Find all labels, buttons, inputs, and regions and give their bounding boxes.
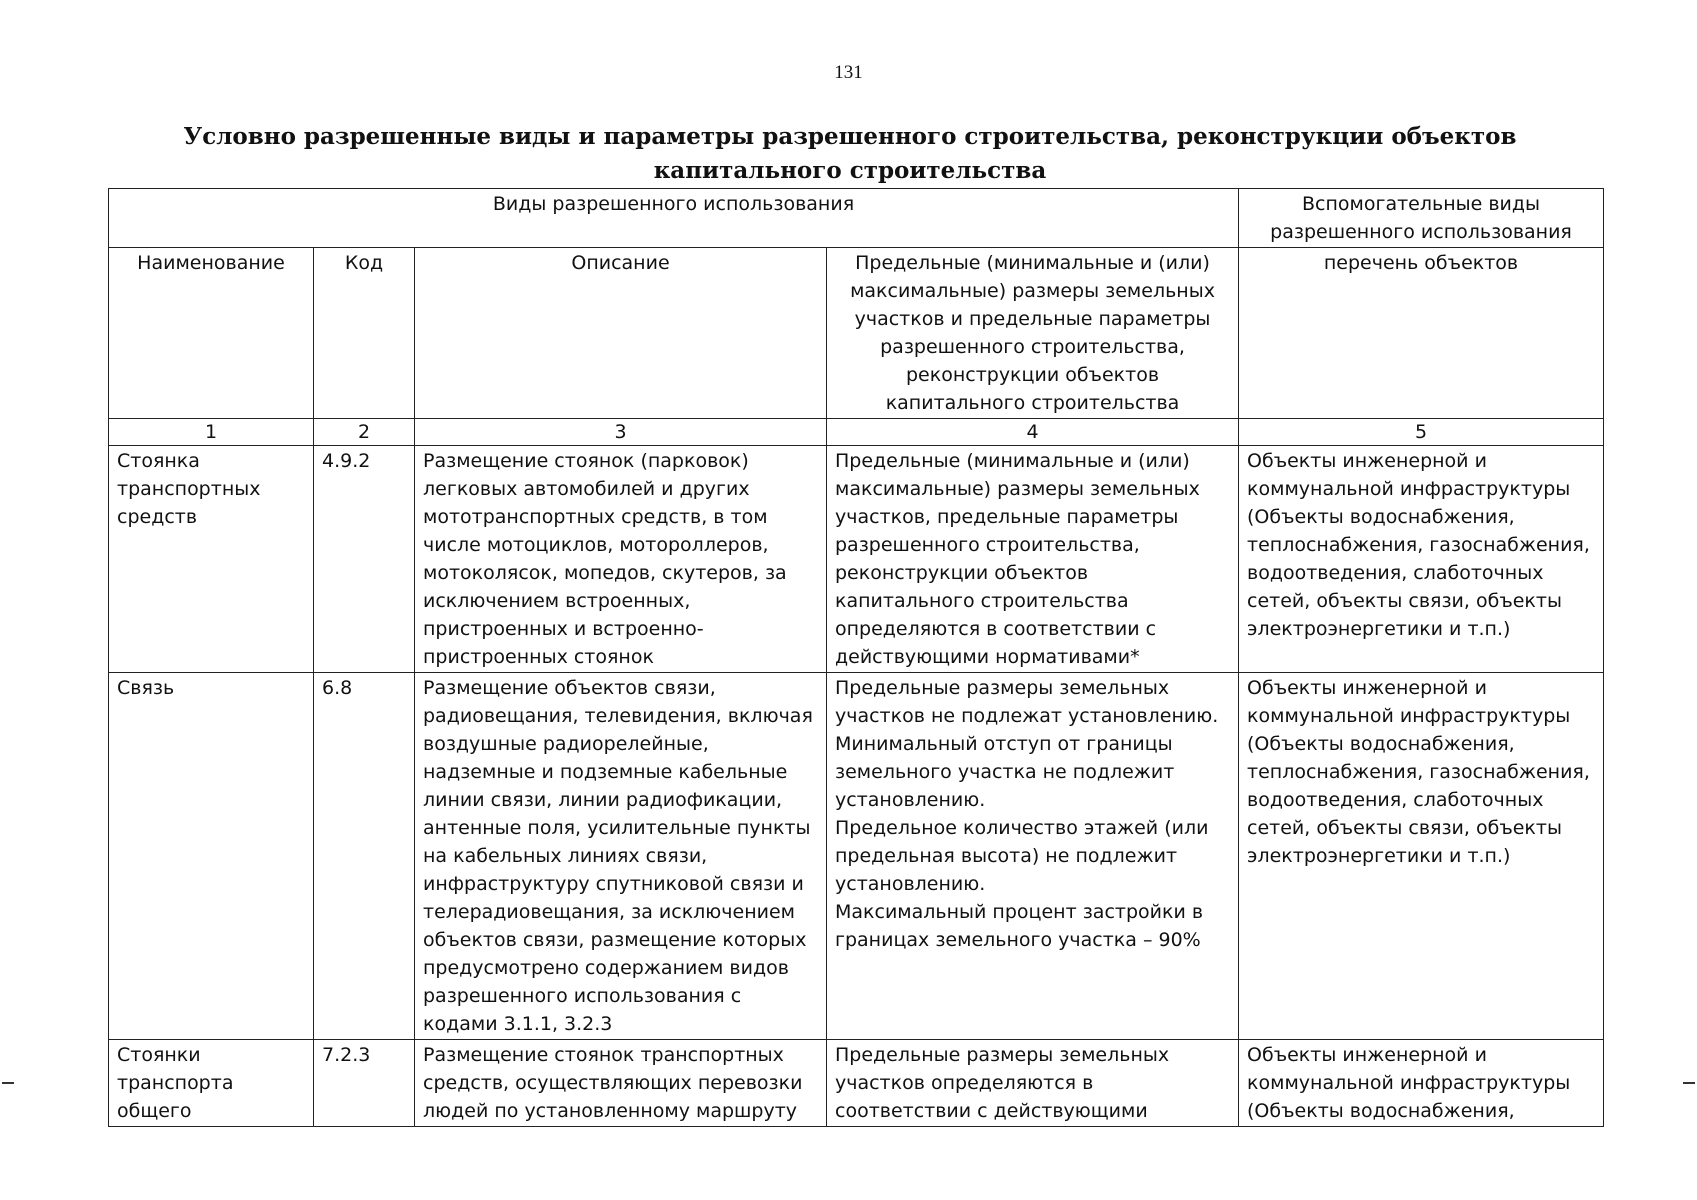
cell-objects: Объекты инженерной и коммунальной инфраструктуры (Объекты водоснабжения, теплоснабжения, газоснабжения, водоотведения, слаботочных сетей, объекты связи, объекты электроэнергетики и т.п.) [1239, 673, 1604, 1040]
table-row [109, 673, 1604, 1040]
column-number: 2 [314, 419, 415, 446]
cell-description-text: Размещение стоянок транспортных средств, осуществляющих перевозки людей по установленному маршруту [423, 1044, 803, 1122]
column-number: 1 [109, 419, 314, 446]
table-row [109, 446, 1604, 673]
table-column-header-row [109, 248, 1604, 419]
limits-paragraph: Предельные размеры земельных участков определяются в соответствии с действующими [835, 1044, 1170, 1122]
column-header-objects: перечень объектов [1239, 248, 1604, 419]
limits-paragraph: Предельное количество этажей (или предельная высота) не подлежит установлению. [835, 817, 1209, 895]
limits-paragraph: Максимальный процент застройки в границах земельного участка – 90% [835, 901, 1204, 951]
column-header-description: Описание [415, 248, 827, 419]
cell-description: Размещение объектов связи, радиовещания, телевидения, включая воздушные радиорелейные, надземные и подземные кабельные линии связи, линии радиофикации, антенные поля, усилительные пункты на кабельных линиях связи, инфраструктуру спутниковой связи и телерадиовещания, за исключением объектов связи, размещение которых предусмотрено содержанием видов разрешенного использования с кодами 3.1.1, 3.2.3 [415, 673, 827, 1040]
limits-paragraph: Минимальный отступ от границы земельного участка не подлежит установлению. [835, 733, 1175, 811]
column-number: 4 [827, 419, 1239, 446]
cell-code: 4.9.2 [314, 446, 415, 673]
left-edge-mark [2, 1082, 14, 1084]
cell-description: Размещение стоянок (парковок) легковых автомобилей и других мототранспортных средств, в том числе мотоциклов, мотороллеров, мотоколясок, мопедов, скутеров, за исключением встроенных, пристроенных и встроенно-пристроенных стоянок [415, 446, 827, 673]
cell-objects [1239, 1040, 1604, 1127]
limits-paragraph: Предельные (минимальные и (или) максимальные) размеры земельных участков, предельные параметры разрешенного строительства, реконструкции объектов капитального строительства определяются в соответствии с действующими нормативами* [835, 450, 1200, 668]
column-header-name: Наименование [109, 248, 314, 419]
group-header-permitted-uses: Виды разрешенного использования [109, 189, 1239, 248]
cell-code-text: 7.2.3 [322, 1044, 371, 1066]
table-row [109, 1040, 1604, 1127]
cell-description [415, 1040, 827, 1127]
column-number-row [109, 419, 1604, 446]
column-number: 5 [1239, 419, 1604, 446]
document-title: Условно разрешенные виды и параметры разрешенного строительства, реконструкции объектов капитального строительства [183, 123, 1517, 184]
cell-name: Связь [109, 673, 314, 1040]
cell-code [314, 1040, 415, 1127]
cell-limits [827, 446, 1239, 673]
cell-name-text: Стоянки транспорта общего [117, 1044, 234, 1122]
cell-limits [827, 673, 1239, 1040]
permitted-use-table [108, 188, 1604, 1127]
column-number: 3 [415, 419, 827, 446]
group-header-auxiliary-uses: Вспомогательные виды разрешенного использования [1239, 189, 1604, 248]
right-edge-mark [1683, 1082, 1695, 1084]
cell-limits [827, 1040, 1239, 1127]
page-number: 131 [834, 62, 863, 83]
cell-name: Стоянка транспортных средств [109, 446, 314, 673]
cell-objects: Объекты инженерной и коммунальной инфраструктуры (Объекты водоснабжения, теплоснабжения, газоснабжения, водоотведения, слаботочных сетей, объекты связи, объекты электроэнергетики и т.п.) [1239, 446, 1604, 673]
column-header-limits: Предельные (минимальные и (или) максимальные) размеры земельных участков и предельные параметры разрешенного строительства, реконструкции объектов капитального строительства [827, 248, 1239, 419]
column-header-code: Код [314, 248, 415, 419]
limits-paragraph: Предельные размеры земельных участков не подлежат установлению. [835, 677, 1219, 727]
cell-name [109, 1040, 314, 1127]
cell-code: 6.8 [314, 673, 415, 1040]
table-group-header-row [109, 189, 1604, 248]
cell-objects-text: Объекты инженерной и коммунальной инфраструктуры (Объекты водоснабжения, [1247, 1044, 1571, 1122]
